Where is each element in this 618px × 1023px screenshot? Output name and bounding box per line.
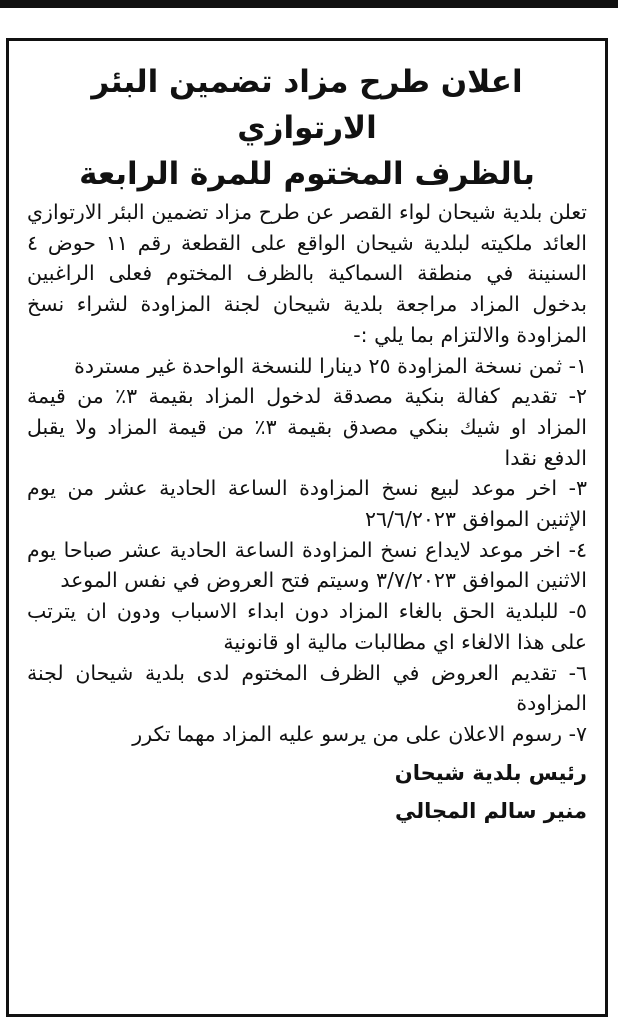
title-line-2: بالظرف المختوم للمرة الرابعة — [79, 156, 535, 192]
intro-paragraph: تعلن بلدية شيحان لواء القصر عن طرح مزاد تضمين البئر الارتوازي العائد ملكيته لبلدية شيحان الواقع على القطعة رقم ١١ حوض ٤ السنينة في منطقة السماكية بالظرف المختوم فعلى الراغبين بدخول المزاد مراجعة بلدية شيحان لجنة المزاودة لشراء نسخ المزاودة والالتزام بما يلي :- — [27, 200, 587, 347]
top-rule — [0, 0, 618, 8]
condition-item-5: ٥- للبلدية الحق بالغاء المزاد دون ابداء الاسباب ودون ان يترتب على هذا الالغاء اي مطالبات مالية او قانونية — [27, 599, 587, 654]
announcement-title — [27, 59, 587, 197]
signature-title: رئيس بلدية شيحان — [394, 760, 587, 785]
condition-item-1: ١- ثمن نسخة المزاودة ٢٥ دينارا للنسخة الواحدة غير مستردة — [74, 353, 587, 378]
signature-name: منير سالم المجالي — [394, 798, 587, 823]
signature-block — [27, 754, 587, 830]
announcement-body — [27, 197, 587, 750]
condition-item-4: ٤- اخر موعد لايداع نسخ المزاودة الساعة الحادية عشر صباحا يوم الاثنين الموافق ٣/٧/٢٠٢٣ وسيتم فتح العروض في نفس الموعد — [27, 537, 587, 593]
condition-item-6: ٦- تقديم العروض في الظرف المختوم لدى بلدية شيحان لجنة المزاودة — [27, 660, 587, 716]
condition-item-2: ٢- تقديم كفالة بنكية مصدقة لدخول المزاد بقيمة ٣٪ من قيمة المزاد او شيك بنكي مصدق بقيمة ٣٪ من قيمة المزاد ولا يقبل الدفع نقدا — [27, 384, 587, 470]
condition-item-3: ٣- اخر موعد لبيع نسخ المزاودة الساعة الحادية عشر من يوم الإثنين الموافق ٢٦/٦/٢٠٢٣ — [27, 476, 587, 532]
announcement-frame — [6, 38, 608, 1017]
title-line-1: اعلان طرح مزاد تضمين البئر الارتوازي — [91, 64, 523, 146]
condition-item-7: ٧- رسوم الاعلان على من يرسو عليه المزاد مهما تكرر — [132, 721, 587, 746]
